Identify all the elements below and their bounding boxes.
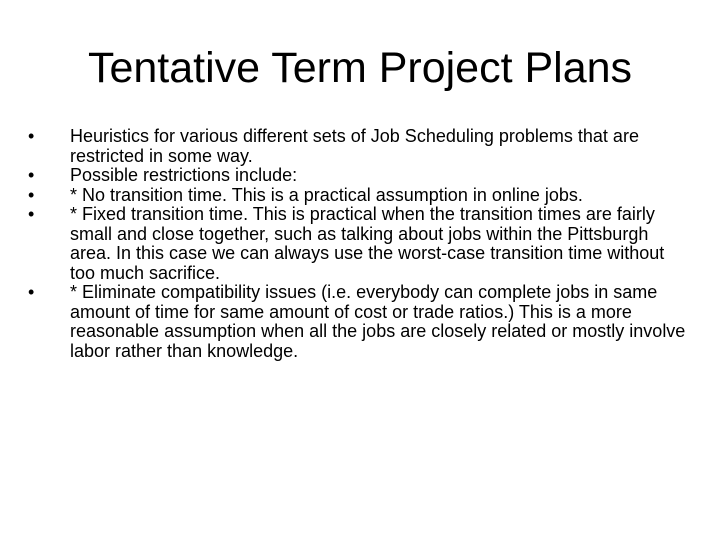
bullet-dot-icon: •	[28, 126, 35, 146]
bullet-text: Heuristics for various different sets of Job Scheduling problems that are restricted in some way.	[70, 126, 639, 166]
bullet-text: * No transition time. This is a practical assumption in online jobs.	[70, 184, 583, 205]
bullet-item-restrictions	[28, 166, 688, 186]
bullet-dot-icon: •	[28, 165, 35, 185]
bullet-item-fixed-transition	[28, 205, 688, 283]
bullet-item-no-transition	[28, 186, 688, 206]
bullet-list	[28, 127, 688, 361]
bullet-dot-icon: •	[28, 204, 35, 224]
bullet-text: * Eliminate compatibility issues (i.e. everybody can complete jobs in same amount of time for same amount of cost or trade ratios.) This is a more reasonable assumption when all the jobs are closely related or mostly involve labor rather than knowledge.	[70, 282, 686, 361]
bullet-dot-icon: •	[28, 184, 35, 205]
bullet-item-heuristics	[28, 127, 688, 166]
bullet-item-compatibility	[28, 283, 688, 361]
bullet-dot-icon: •	[28, 282, 35, 302]
slide-title: Tentative Term Project Plans	[87, 44, 633, 92]
bullet-text: Possible restrictions include:	[70, 165, 298, 185]
bullet-text: * Fixed transition time. This is practical when the transition times are fairly small and close together, such as talking about jobs within the Pittsburgh area. In this case we can always use the worst-case transition time without too much sacrifice.	[70, 204, 665, 283]
